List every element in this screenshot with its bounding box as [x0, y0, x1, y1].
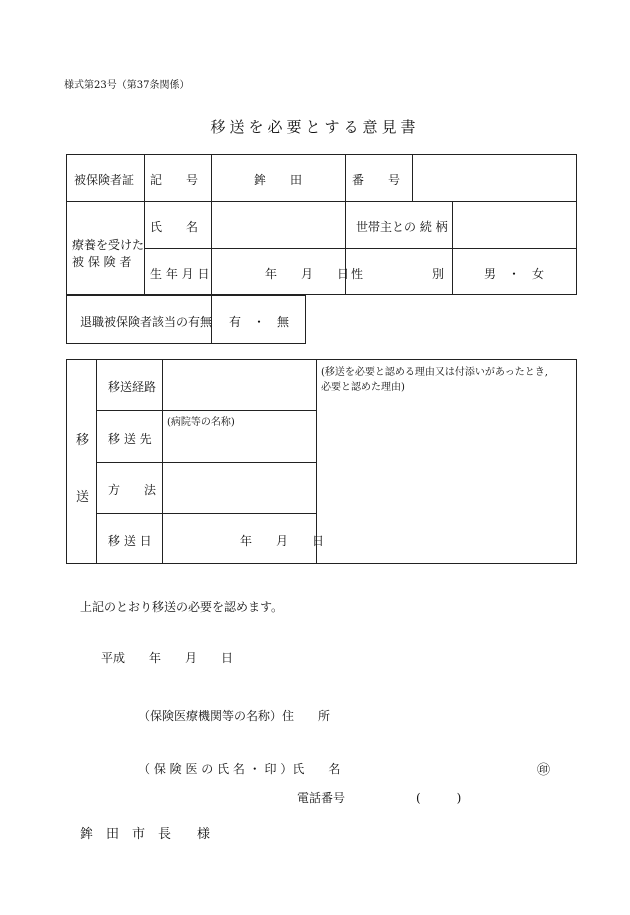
sex-value: 男 ・ 女	[483, 267, 545, 281]
route-label: 移送経路	[108, 380, 157, 394]
institution-label: （保険医療機関等の名称）住 所	[138, 709, 331, 723]
date-label: 移 送 日	[108, 534, 152, 548]
reason-field[interactable]	[317, 395, 576, 563]
name-label: 氏 名	[150, 220, 199, 234]
addressee: 鉾 田 市 長 様	[80, 827, 211, 842]
kigo-value: 鉾 田	[253, 173, 303, 187]
reason-note-line2: 必要と認めた理由)	[321, 382, 405, 393]
bango-field[interactable]	[412, 160, 576, 200]
route-field[interactable]	[163, 360, 315, 409]
seal-icon: ㊞	[537, 763, 551, 778]
retired-value: 有 ・ 無	[228, 315, 290, 329]
phone-parens: ( )	[416, 791, 462, 805]
sex-label: 性	[351, 267, 364, 281]
name-field[interactable]	[212, 202, 344, 247]
method-label: 方 法	[108, 483, 157, 497]
patient-label-line1: 療養を受けた	[72, 238, 145, 252]
destination-note: (病院等の名称)	[167, 417, 235, 428]
dob-label: 生 年 月 日	[150, 267, 210, 281]
date-line: 平成 年 月 日	[101, 651, 234, 665]
phone-label: 電話番号	[297, 791, 346, 805]
sex-label-2: 別	[432, 267, 445, 281]
date-value: 年 月 日	[240, 534, 325, 548]
relation-label: 世帯主との 続 柄	[356, 220, 448, 234]
transport-side-char-1: 移	[76, 433, 90, 448]
form-number: 様式第23号（第37条関係）	[64, 80, 190, 91]
dob-value: 年 月 日	[265, 267, 350, 281]
statement: 上記のとおり移送の必要を認めます。	[80, 600, 284, 614]
insured-card-label: 被保険者証	[74, 173, 135, 187]
doctor-label: （ 保 険 医 の 氏 名 ・ 印 ）氏 名	[138, 762, 341, 776]
destination-label: 移 送 先	[108, 432, 152, 446]
transport-side-char-2: 送	[76, 490, 90, 505]
bango-label: 番 号	[352, 173, 401, 187]
method-field[interactable]	[163, 463, 315, 512]
page-title: 移送を必要とする意見書	[210, 118, 420, 136]
reason-note-line1: (移送を必要と認める理由又は付添いがあったとき,	[321, 367, 548, 378]
retired-label: 退職被保険者該当の有無	[80, 315, 213, 329]
patient-label-line2: 被 保 険 者	[72, 255, 132, 269]
relation-field[interactable]	[453, 202, 576, 247]
kigo-label: 記 号	[150, 173, 199, 187]
